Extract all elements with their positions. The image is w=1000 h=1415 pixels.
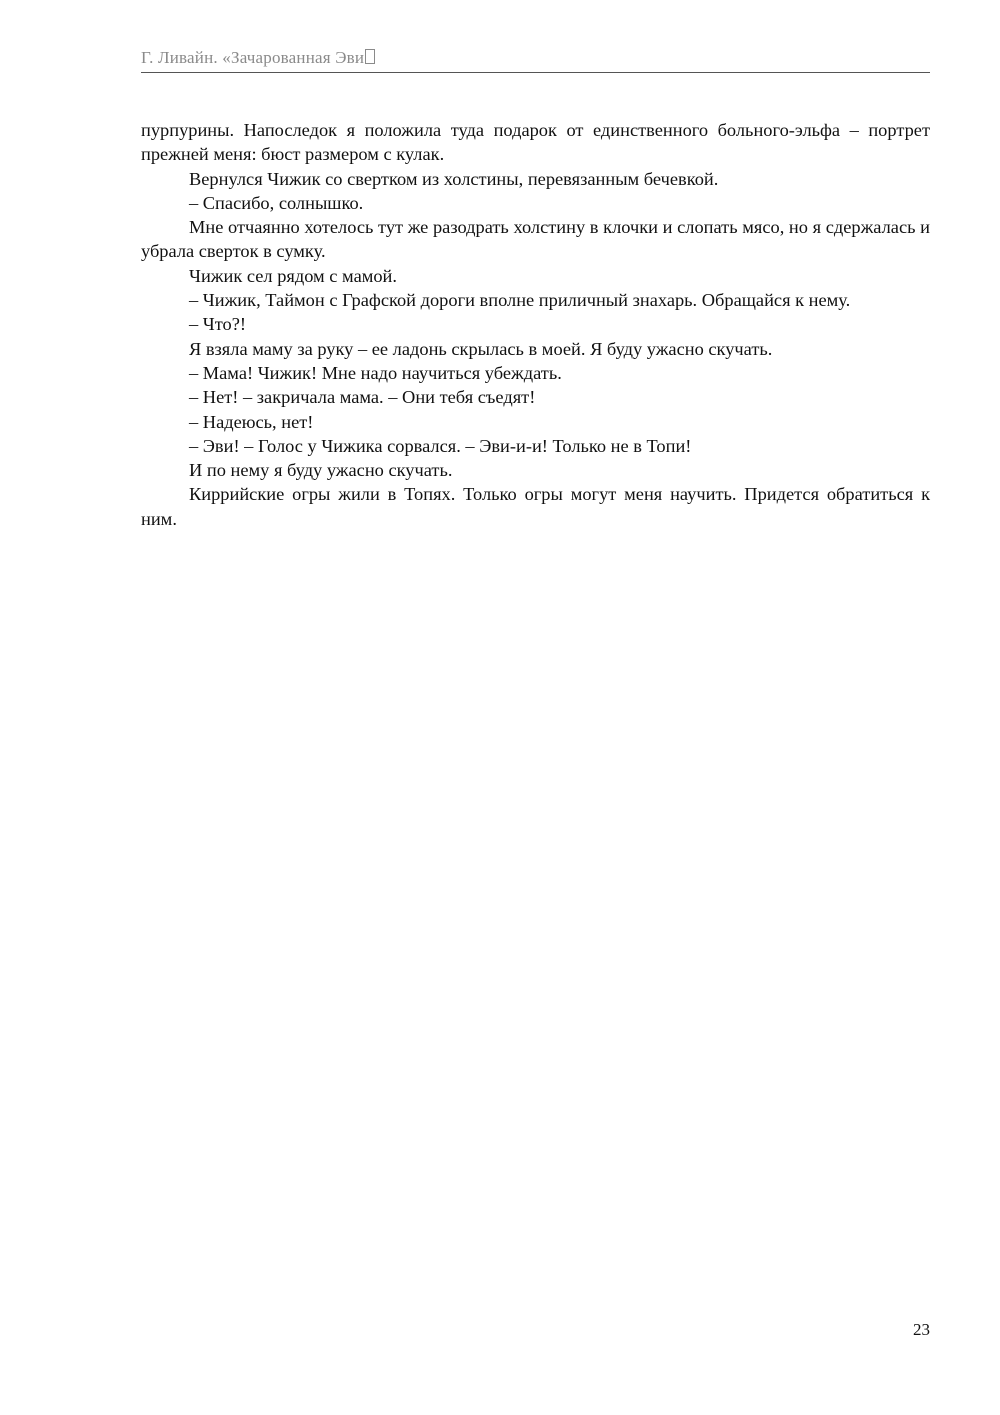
paragraph-3: – Спасибо, солнышко.: [189, 192, 364, 213]
chapter-text: [141, 118, 930, 531]
paragraph-8: Я взяла маму за руку – ее ладонь скрылась в моей. Я буду ужасно скучать.: [189, 338, 773, 359]
paragraph-6: – Чижик, Таймон с Графской дороги вполне приличный знахарь. Обращайся к нему.: [189, 290, 851, 311]
paragraph-9: – Мама! Чижик! Мне надо научиться убеждать.: [189, 362, 562, 383]
running-title: Г. Ливайн. «Зачарованная Эви: [141, 48, 365, 67]
header-divider: [141, 72, 930, 73]
paragraph-12: – Эви! – Голос у Чижика сорвался. – Эви-и-и! Только не в Топи!: [189, 435, 692, 456]
page-number: 23: [913, 1320, 930, 1339]
paragraph-13: И по нему я буду ужасно скучать.: [189, 460, 453, 481]
paragraph-4: Мне отчаянно хотелось тут же разодрать холстину в клочки и слопать мясо, но я сдержалась и убрала сверток в сумку.: [141, 217, 930, 262]
missing-glyph-icon: [365, 49, 375, 64]
paragraph-14: Киррийские огры жили в Топях. Только огры могут меня научить. Придется обратиться к ним.: [141, 484, 930, 529]
paragraph-5: Чижик сел рядом с мамой.: [189, 265, 397, 286]
paragraph-10: – Нет! – закричала мама. – Они тебя съедят!: [189, 387, 536, 408]
paragraph-11: – Надеюсь, нет!: [189, 411, 314, 432]
paragraph-7: – Что?!: [189, 314, 247, 335]
paragraph-1: пурпурины. Напоследок я положила туда подарок от единственного больного-эльфа – портрет прежней меня: бюст размером с кулак.: [141, 120, 930, 165]
running-header: [141, 48, 931, 68]
paragraph-2: Вернулся Чижик со свертком из холстины, перевязанным бечевкой.: [189, 168, 719, 189]
